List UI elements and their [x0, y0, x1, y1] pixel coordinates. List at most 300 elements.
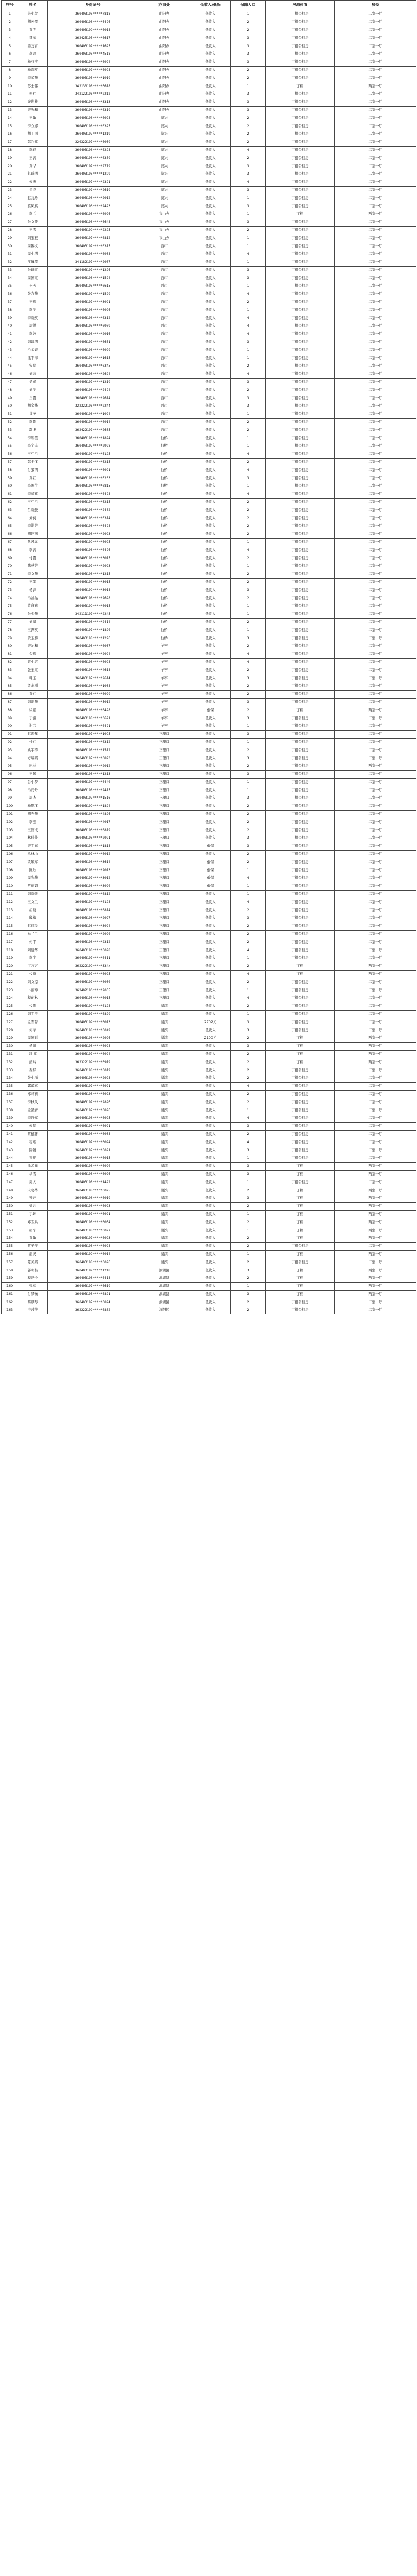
cell-office: 湖滨 — [138, 1138, 190, 1146]
cell-household-size: 1 — [231, 538, 266, 546]
cell-index: 127 — [2, 1018, 18, 1026]
cell-room-type: 二室一厅 — [335, 338, 416, 346]
header-cell-income-type: 低收入/低保 — [190, 1, 231, 10]
cell-office: 仙桥 — [138, 530, 190, 538]
cell-id-number: 360403196*****0319 — [48, 106, 138, 114]
cell-name: 彭小梦 — [18, 778, 48, 786]
cell-id-number: 360403198*****4618 — [48, 666, 138, 674]
cell-index: 17 — [2, 138, 18, 146]
cell-housing-location: 丁棚公租房 — [266, 1098, 335, 1106]
cell-housing-location: 丁棚公租房 — [266, 506, 335, 514]
table-row — [2, 538, 416, 546]
cell-housing-location: 丁棚公租房 — [266, 946, 335, 954]
cell-name: 李国生 — [18, 482, 48, 490]
cell-name: 王弓弓 — [18, 450, 48, 458]
cell-room-type: 二室一厅 — [335, 562, 416, 570]
cell-housing-location: 丁棚公租房 — [266, 1122, 335, 1130]
cell-index: 85 — [2, 682, 18, 690]
cell-office: 西市 — [138, 322, 190, 330]
cell-name: 蒲灵 — [18, 1250, 48, 1258]
cell-name: 朱小梁 — [18, 10, 48, 18]
cell-name: 熊平海 — [18, 354, 48, 362]
table-row — [2, 1098, 416, 1106]
cell-income-type: 低收入 — [190, 1258, 231, 1266]
cell-household-size: 2 — [231, 1058, 266, 1066]
cell-household-size: 2 — [231, 530, 266, 538]
cell-index: 1 — [2, 10, 18, 18]
cell-index: 11 — [2, 90, 18, 98]
cell-office: 仙桥 — [138, 602, 190, 610]
cell-room-type: 二室一厅 — [335, 138, 416, 146]
cell-id-number: 360403198*****2614 — [48, 394, 138, 402]
cell-income-type: 低收入 — [190, 1218, 231, 1226]
cell-index: 132 — [2, 1058, 18, 1066]
cell-index: 152 — [2, 1218, 18, 1226]
cell-index: 104 — [2, 834, 18, 842]
cell-office: 西市 — [138, 354, 190, 362]
cell-household-size: 2 — [231, 458, 266, 466]
cell-household-size: 2 — [231, 1306, 266, 1314]
cell-index: 60 — [2, 482, 18, 490]
cell-income-type: 低收入 — [190, 634, 231, 642]
cell-id-number: 360403199*****2225 — [48, 226, 138, 234]
cell-housing-location: 丁棚公租房 — [266, 650, 335, 658]
cell-id-number: 360403195*****1919 — [48, 74, 138, 82]
table-row — [2, 562, 416, 570]
cell-housing-location: 丁棚公租房 — [266, 1130, 335, 1138]
table-row — [2, 426, 416, 434]
cell-room-type: 二室一厅 — [335, 1122, 416, 1130]
cell-office: 三理口 — [138, 818, 190, 826]
cell-income-type: 低收入 — [190, 282, 231, 290]
cell-household-size: 2 — [231, 818, 266, 826]
cell-income-type: 低收入 — [190, 122, 231, 130]
cell-housing-location: 丁棚公租房 — [266, 290, 335, 298]
cell-household-size: 3 — [231, 170, 266, 178]
cell-index: 110 — [2, 882, 18, 890]
cell-room-type: 二室一厅 — [335, 602, 416, 610]
table-row — [2, 234, 416, 242]
cell-income-type: 2100元 — [190, 1034, 231, 1043]
cell-id-number: 360403199*****0013 — [48, 1018, 138, 1026]
cell-room-type: 二室一厅 — [335, 674, 416, 682]
cell-id-number: 360403199*****0812 — [48, 890, 138, 898]
cell-room-type: 二室一厅 — [335, 410, 416, 418]
cell-income-type: 低收入 — [190, 986, 231, 994]
cell-income-type: 低收入 — [190, 834, 231, 842]
cell-income-type: 低收入 — [190, 1066, 231, 1074]
cell-income-type: 低收入 — [190, 850, 231, 858]
cell-household-size: 3 — [231, 1290, 266, 1298]
table-row — [2, 602, 416, 610]
cell-name: 单林山 — [18, 850, 48, 858]
cell-index: 89 — [2, 714, 18, 722]
cell-index: 148 — [2, 1186, 18, 1194]
cell-housing-location: 丁棚公租房 — [266, 538, 335, 546]
cell-name: 韩卡飞 — [18, 458, 48, 466]
cell-index: 25 — [2, 202, 18, 210]
cell-office: 滨兴 — [138, 122, 190, 130]
cell-index: 79 — [2, 634, 18, 642]
cell-id-number: 360403198*****0021 — [48, 466, 138, 474]
cell-id-number: 360403198*****7818 — [48, 10, 138, 18]
cell-office: 湖滨 — [138, 1066, 190, 1074]
cell-room-type: 二室一厅 — [335, 930, 416, 938]
cell-index: 44 — [2, 354, 18, 362]
cell-housing-location: 丁棚公租房 — [266, 1242, 335, 1250]
cell-household-size: 4 — [231, 970, 266, 978]
cell-housing-location: 丁棚 — [266, 1266, 335, 1274]
cell-name: 何平 — [18, 938, 48, 946]
cell-household-size: 3 — [231, 106, 266, 114]
cell-income-type: 低收入 — [190, 578, 231, 586]
cell-index: 133 — [2, 1066, 18, 1074]
cell-housing-location: 丁棚公租房 — [266, 834, 335, 842]
cell-housing-location: 丁棚公租房 — [266, 386, 335, 394]
cell-id-number: 360403198*****3614 — [48, 858, 138, 866]
cell-income-type: 低收入 — [190, 26, 231, 34]
cell-room-type: 二室一厅 — [335, 394, 416, 402]
cell-income-type: 低收入 — [190, 138, 231, 146]
cell-household-size: 4 — [231, 146, 266, 154]
cell-id-number: 362222199*****334x — [48, 962, 138, 970]
cell-name: 徐娟 — [18, 706, 48, 714]
cell-income-type: 低收入 — [190, 722, 231, 730]
cell-household-size: 1 — [231, 954, 266, 962]
cell-housing-location: 丁棚公租房 — [266, 346, 335, 354]
cell-name: 刘宝根 — [18, 234, 48, 242]
cell-housing-location: 丁棚 — [266, 1170, 335, 1178]
cell-office: 湖滨 — [138, 1194, 190, 1202]
cell-income-type: 低收入 — [190, 250, 231, 258]
cell-room-type: 二室一厅 — [335, 1114, 416, 1122]
cell-index: 155 — [2, 1242, 18, 1250]
cell-room-type: 二室一厅 — [335, 1010, 416, 1018]
table-row — [2, 226, 416, 234]
cell-id-number: 360403198*****1299 — [48, 170, 138, 178]
cell-index: 118 — [2, 946, 18, 954]
cell-housing-location: 丁棚公租房 — [266, 410, 335, 418]
cell-office: 西市 — [138, 242, 190, 250]
cell-office: 曲阳办 — [138, 74, 190, 82]
table-row — [2, 930, 416, 938]
cell-office: 三理口 — [138, 874, 190, 882]
table-row — [2, 594, 416, 602]
cell-name: 孙艳 — [18, 1154, 48, 1162]
cell-name: 赵元珍 — [18, 194, 48, 202]
cell-name: 杨亚宝 — [18, 58, 48, 66]
table-row — [2, 698, 416, 706]
cell-office: 滨兴 — [138, 146, 190, 154]
cell-office: 仙桥 — [138, 498, 190, 506]
cell-id-number: 360403198*****0025 — [48, 1114, 138, 1122]
cell-housing-location: 丁棚公租房 — [266, 106, 335, 114]
cell-index: 131 — [2, 1050, 18, 1058]
cell-id-number: 360403198*****0028 — [48, 1242, 138, 1250]
table-row — [2, 434, 416, 442]
table-row — [2, 1298, 416, 1306]
cell-index: 117 — [2, 938, 18, 946]
cell-index: 140 — [2, 1122, 18, 1130]
cell-room-type: 两室一厅 — [335, 1226, 416, 1234]
cell-office: 仙桥 — [138, 626, 190, 634]
cell-household-size: 2 — [231, 666, 266, 674]
cell-housing-location: 丁棚 — [266, 1226, 335, 1234]
cell-name: 刘莉 — [18, 370, 48, 378]
cell-office: 三理口 — [138, 770, 190, 778]
cell-room-type: 二室一厅 — [335, 66, 416, 74]
cell-office: 三理口 — [138, 954, 190, 962]
cell-room-type: 二室一厅 — [335, 546, 416, 554]
cell-name: 付黎明 — [18, 466, 48, 474]
cell-household-size: 2 — [231, 618, 266, 626]
cell-id-number: 360403198*****0009 — [48, 322, 138, 330]
cell-household-size: 1 — [231, 866, 266, 874]
cell-index: 50 — [2, 402, 18, 410]
cell-index: 53 — [2, 426, 18, 434]
cell-income-type: 低收入 — [190, 818, 231, 826]
cell-household-size: 3 — [231, 1122, 266, 1130]
table-row — [2, 618, 416, 626]
cell-office: 羊亭 — [138, 690, 190, 698]
cell-income-type: 低收入 — [190, 802, 231, 810]
cell-housing-location: 丁棚公租房 — [266, 1082, 335, 1090]
cell-housing-location: 丁棚公租房 — [266, 530, 335, 538]
cell-name: 刘斌 — [18, 618, 48, 626]
cell-name: 毛金娥 — [18, 346, 48, 354]
cell-room-type: 二室一厅 — [335, 466, 416, 474]
cell-name: 傅明 — [18, 1122, 48, 1130]
cell-office: 三理口 — [138, 810, 190, 818]
cell-id-number: 360403198*****0025 — [48, 1186, 138, 1194]
cell-id-number: 360403198*****1215 — [48, 570, 138, 578]
cell-office: 西市 — [138, 274, 190, 282]
table-row — [2, 162, 416, 170]
cell-name: 付梦涵 — [18, 1290, 48, 1298]
cell-household-size: 2 — [231, 1034, 266, 1043]
cell-housing-location: 丁棚公租房 — [266, 330, 335, 338]
cell-office: 湖滨 — [138, 1106, 190, 1114]
cell-room-type: 二室一厅 — [335, 754, 416, 762]
cell-room-type: 二室一厅 — [335, 402, 416, 410]
table-row — [2, 354, 416, 362]
cell-income-type: 低收入 — [190, 1282, 231, 1290]
cell-room-type: 二室一厅 — [335, 722, 416, 730]
cell-housing-location: 丁棚公租房 — [266, 122, 335, 130]
cell-name: 钟萍 — [18, 1194, 48, 1202]
cell-household-size: 1 — [231, 786, 266, 794]
cell-housing-location: 丁棚公租房 — [266, 850, 335, 858]
cell-income-type: 低收入 — [190, 386, 231, 394]
cell-income-type: 低保 — [190, 882, 231, 890]
cell-office: 曲阳办 — [138, 90, 190, 98]
table-row — [2, 730, 416, 738]
cell-office: 仙桥 — [138, 634, 190, 642]
cell-housing-location: 丁棚公租房 — [266, 426, 335, 434]
table-row — [2, 442, 416, 450]
cell-office: 西市 — [138, 298, 190, 306]
cell-housing-location: 丁棚公租房 — [266, 1138, 335, 1146]
cell-office: 湖滨 — [138, 1146, 190, 1154]
cell-household-size: 2 — [231, 138, 266, 146]
cell-household-size: 4 — [231, 490, 266, 498]
cell-household-size: 4 — [231, 314, 266, 322]
table-row — [2, 762, 416, 770]
cell-index: 138 — [2, 1106, 18, 1114]
cell-id-number: 360403198*****0034 — [48, 1218, 138, 1226]
cell-household-size: 4 — [231, 290, 266, 298]
cell-office: 仙桥 — [138, 570, 190, 578]
cell-id-number: 360403197*****0021 — [48, 1082, 138, 1090]
cell-income-type: 低收入 — [190, 730, 231, 738]
cell-index: 141 — [2, 1130, 18, 1138]
cell-household-size: 3 — [231, 266, 266, 274]
cell-index: 99 — [2, 794, 18, 802]
cell-income-type: 低收入 — [190, 290, 231, 298]
cell-housing-location: 丁棚公租房 — [266, 242, 335, 250]
cell-id-number: 360403198*****5012 — [48, 698, 138, 706]
cell-income-type: 低收入 — [190, 58, 231, 66]
cell-household-size: 4 — [231, 330, 266, 338]
cell-name: 李立娜 — [18, 122, 48, 130]
cell-name: 黄敏 — [18, 1234, 48, 1242]
cell-income-type: 低收入 — [190, 202, 231, 210]
cell-office: 西市 — [138, 290, 190, 298]
cell-housing-location: 丁棚公租房 — [266, 98, 335, 106]
cell-income-type: 低收入 — [190, 394, 231, 402]
cell-income-type: 低收入 — [190, 18, 231, 26]
cell-name: 周光华 — [18, 874, 48, 882]
cell-office: 仙桥 — [138, 586, 190, 594]
cell-office: 曲阳办 — [138, 82, 190, 90]
cell-income-type: 低收入 — [190, 538, 231, 546]
cell-office: 湖滨 — [138, 1202, 190, 1210]
cell-room-type: 二室一厅 — [335, 554, 416, 562]
cell-room-type: 二室一厅 — [335, 490, 416, 498]
cell-housing-location: 丁棚公租房 — [266, 146, 335, 154]
cell-income-type: 低收入 — [190, 770, 231, 778]
table-row — [2, 682, 416, 690]
cell-office: 三理口 — [138, 754, 190, 762]
cell-room-type: 二室一厅 — [335, 954, 416, 962]
table-row — [2, 834, 416, 842]
table-row — [2, 826, 416, 834]
cell-id-number: 360403199*****0014 — [48, 1250, 138, 1258]
cell-household-size: 3 — [231, 1170, 266, 1178]
cell-income-type: 低收入 — [190, 1266, 231, 1274]
cell-income-type: 低收入 — [190, 498, 231, 506]
cell-id-number: 360403197*****2719 — [48, 162, 138, 170]
cell-housing-location: 丁棚公租房 — [266, 354, 335, 362]
cell-id-number: 360403199*****0128 — [48, 1002, 138, 1010]
cell-income-type: 低保 — [190, 706, 231, 714]
cell-household-size: 4 — [231, 546, 266, 554]
table-row — [2, 530, 416, 538]
cell-room-type: 二室一厅 — [335, 434, 416, 442]
cell-housing-location: 丁棚 — [266, 1050, 335, 1058]
cell-household-size: 2 — [231, 66, 266, 74]
cell-id-number: 360403198*****6426 — [48, 18, 138, 26]
cell-income-type: 低收入 — [190, 426, 231, 434]
table-row — [2, 1122, 416, 1130]
cell-income-type: 低收入 — [190, 1154, 231, 1162]
table-row — [2, 26, 416, 34]
cell-id-number: 360403198*****0815 — [48, 482, 138, 490]
cell-name: 郭源惠 — [18, 1082, 48, 1090]
cell-office: 三理口 — [138, 930, 190, 938]
cell-income-type: 低收入 — [190, 570, 231, 578]
cell-room-type: 二室一厅 — [335, 58, 416, 66]
table-row — [2, 690, 416, 698]
cell-name: 朱惠 — [18, 178, 48, 186]
cell-office: 湖滨 — [138, 1170, 190, 1178]
header-cell-index: 序号 — [2, 1, 18, 10]
cell-household-size: 4 — [231, 178, 266, 186]
cell-room-type: 二室一厅 — [335, 194, 416, 202]
cell-id-number: 360403198*****0028 — [48, 946, 138, 954]
cell-housing-location: 丁棚 — [266, 1202, 335, 1210]
cell-office: 湖滨 — [138, 1242, 190, 1250]
cell-id-number: 360403198*****2628 — [48, 594, 138, 602]
cell-household-size: 2 — [231, 762, 266, 770]
cell-office: 三理口 — [138, 794, 190, 802]
cell-name: 刘洪华 — [18, 698, 48, 706]
cell-room-type: 二室一厅 — [335, 386, 416, 394]
cell-office: 仙桥 — [138, 562, 190, 570]
cell-room-type: 两室一厅 — [335, 1218, 416, 1226]
cell-income-type: 低收入 — [190, 418, 231, 426]
cell-income-type: 低收入 — [190, 218, 231, 226]
cell-household-size: 1 — [231, 986, 266, 994]
cell-household-size: 1 — [231, 282, 266, 290]
cell-index: 116 — [2, 930, 18, 938]
cell-name: 周锐 — [18, 322, 48, 330]
cell-room-type: 二室一厅 — [335, 578, 416, 586]
cell-income-type: 低收入 — [190, 1194, 231, 1202]
cell-id-number: 360403197*****0024 — [48, 1050, 138, 1058]
cell-housing-location: 丁棚公租房 — [266, 978, 335, 986]
cell-id-number: 360403198*****0028 — [48, 1042, 138, 1050]
cell-household-size: 4 — [231, 250, 266, 258]
table-row — [2, 338, 416, 346]
cell-room-type: 二室一厅 — [335, 418, 416, 426]
cell-index: 150 — [2, 1202, 18, 1210]
cell-index: 113 — [2, 906, 18, 914]
cell-household-size: 2 — [231, 18, 266, 26]
cell-room-type: 二室一厅 — [335, 858, 416, 866]
cell-office: 曲阳办 — [138, 42, 190, 50]
cell-name: 李荣华 — [18, 74, 48, 82]
cell-id-number: 360403198*****0028 — [48, 114, 138, 122]
cell-housing-location: 丁棚公租房 — [266, 1178, 335, 1186]
cell-id-number: 360403197*****2023 — [48, 562, 138, 570]
cell-name: 李宇 — [18, 954, 48, 962]
cell-housing-location: 丁棚公租房 — [266, 874, 335, 882]
cell-name: 陈燕芳 — [18, 562, 48, 570]
cell-housing-location: 丁棚公租房 — [266, 66, 335, 74]
cell-office: 曲阳办 — [138, 98, 190, 106]
cell-index: 142 — [2, 1138, 18, 1146]
cell-household-size: 4 — [231, 466, 266, 474]
cell-id-number: 360403197*****0823 — [48, 754, 138, 762]
cell-name: 宋卫东 — [18, 842, 48, 850]
cell-name: 李涛 — [18, 546, 48, 554]
cell-index: 101 — [2, 810, 18, 818]
cell-room-type: 两室一厅 — [335, 1162, 416, 1170]
cell-index: 63 — [2, 506, 18, 514]
cell-room-type: 两室一厅 — [335, 706, 416, 714]
cell-office: 市山办 — [138, 218, 190, 226]
